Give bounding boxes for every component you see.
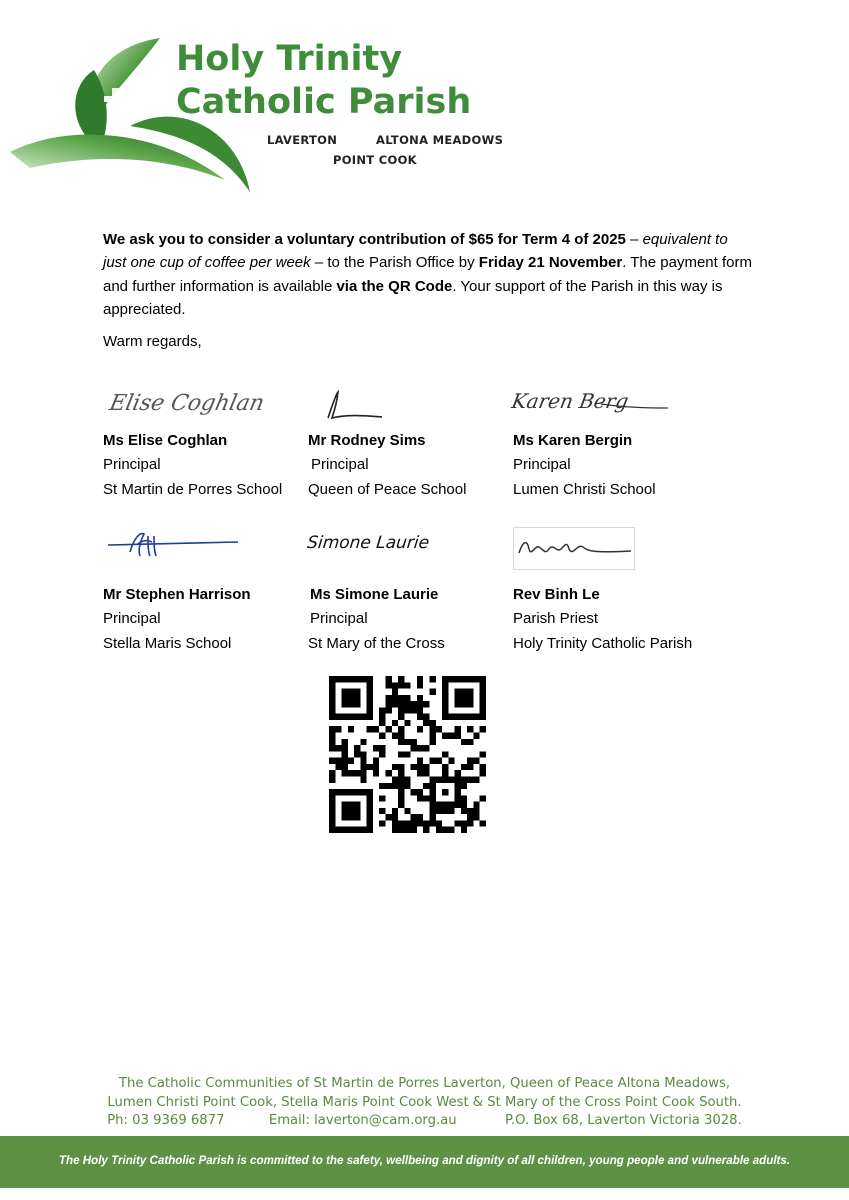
signatory-name: Rev Binh Le — [513, 586, 600, 603]
signatory-name: Ms Simone Laurie — [310, 586, 439, 603]
safeguarding-statement: The Holy Trinity Catholic Parish is committed to the safety, wellbeing and dignity of all children, young people and vulnerable adults. — [58, 1154, 791, 1167]
signature-stephen-harrison — [104, 528, 244, 562]
appreciation-text: . Your support of the Parish in this way is appreciated. — [103, 277, 723, 319]
qr-code-icon[interactable] — [329, 676, 486, 833]
signatory-org: St Martin de Porres School — [103, 480, 283, 498]
signatory-binh-le — [513, 583, 692, 656]
signatory-name: Ms Karen Bergin — [513, 432, 633, 449]
location-altona-meadows: ALTONA MEADOWS — [376, 133, 504, 147]
signature-rodney-sims — [318, 388, 388, 422]
signatory-simone-laurie — [308, 583, 445, 656]
footer-address: P.O. Box 68, Laverton Victoria 3028. — [505, 1113, 742, 1128]
signatory-name: Mr Stephen Harrison — [103, 586, 251, 603]
signatory-role: Parish Priest — [513, 610, 599, 628]
footer-phone: Ph: 03 9369 6877 — [107, 1113, 225, 1128]
signatory-role: Principal — [311, 456, 369, 474]
signatory-org: Stella Maris School — [103, 634, 232, 652]
footer-communities-line1: The Catholic Communities of St Martin de Porres Laverton, Queen of Peace Altona Meadows, — [118, 1076, 731, 1091]
footer-communities-line2: Lumen Christi Point Cook, Stella Maris Point Cook West & St Mary of the Cross Point Cook South. — [107, 1095, 742, 1110]
signature-text-simone: Simone Laurie — [306, 533, 431, 553]
signatory-role: Principal — [310, 610, 368, 628]
signature-text-karen: Karen Berg — [509, 389, 631, 413]
logo-title-line2: Catholic Parish — [176, 82, 472, 122]
footer-email[interactable]: Email: laverton@cam.org.au — [268, 1113, 457, 1128]
signature-elise-coghlan — [107, 384, 267, 420]
location-point-cook: POINT COOK — [333, 153, 417, 167]
contribution-request: We ask you to consider a voluntary contribution of $65 for Term 4 of 2025 — [103, 231, 626, 248]
safeguarding-banner — [0, 1136, 849, 1188]
signatory-stephen-harrison — [103, 583, 251, 656]
dash: – — [625, 231, 643, 248]
signatory-karen-bergin — [513, 429, 656, 502]
footer-contact-line — [0, 1113, 849, 1128]
logo-title-line1: Holy Trinity — [176, 39, 403, 79]
signatory-org: St Mary of the Cross — [308, 634, 445, 652]
signatory-org: Queen of Peace School — [308, 480, 467, 498]
signatory-elise-coghlan — [103, 429, 282, 502]
signatory-name: Mr Rodney Sims — [308, 432, 426, 449]
signature-binh-le — [513, 527, 637, 571]
signatory-org: Holy Trinity Catholic Parish — [513, 634, 693, 652]
qr-reference: via the QR Code — [336, 277, 453, 295]
signatory-rodney-sims — [308, 429, 466, 502]
warm-regards: Warm regards, — [103, 333, 202, 350]
signatory-role: Principal — [103, 456, 161, 474]
signatory-role: Principal — [103, 610, 161, 628]
deadline-date: Friday 21 November — [478, 254, 623, 272]
parish-logo — [10, 30, 504, 200]
payment-info-text: . The payment form and further information is available — [103, 254, 752, 295]
location-laverton: LAVERTON — [267, 133, 338, 147]
signatory-name: Ms Elise Coghlan — [103, 432, 228, 449]
coffee-equivalent: equivalent to just one cup of coffee per week — [103, 231, 728, 272]
signature-simone-laurie — [306, 526, 431, 556]
contribution-paragraph — [103, 228, 753, 322]
signature-karen-bergin — [509, 384, 673, 418]
parish-office-text: – to the Parish Office by — [310, 254, 479, 272]
signatory-role: Principal — [513, 456, 571, 474]
signature-text-elise: Elise Coghlan — [107, 390, 267, 416]
signatory-org: Lumen Christi School — [513, 480, 656, 498]
